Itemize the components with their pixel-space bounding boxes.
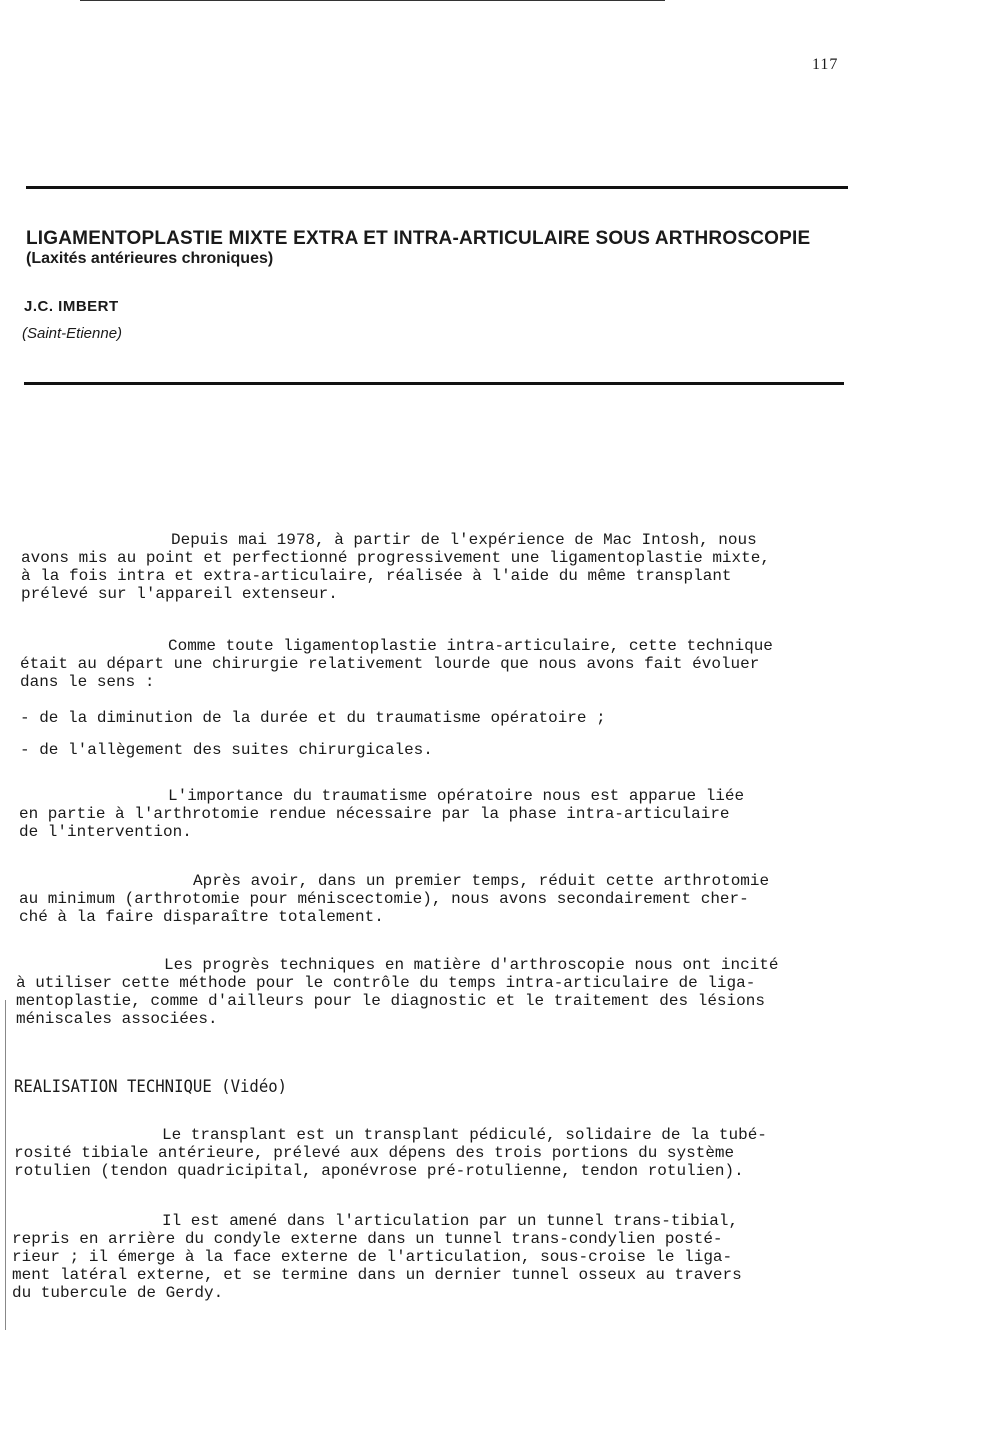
text-line: Le transplant est un transplant pédiculé, solidaire de la tubé- — [162, 1126, 767, 1144]
author-name: J.C. IMBERT — [24, 298, 119, 315]
text-line: mentoplastie, comme d'ailleurs pour le diagnostic et le traitement des lésions — [16, 992, 765, 1010]
text-line: rieur ; il émerge à la face externe de l'articulation, sous-croise le liga- — [12, 1248, 733, 1266]
paragraph-6 — [14, 1126, 767, 1180]
paragraph-7 — [12, 1212, 742, 1302]
text-line: était au départ une chirurgie relativement lourde que nous avons fait évoluer — [20, 655, 760, 673]
text-line: repris en arrière du condyle externe dans un tunnel trans-condylien posté- — [12, 1230, 723, 1248]
text-line: du tubercule de Gerdy. — [12, 1284, 224, 1302]
text-line: L'importance du traumatisme opératoire nous est apparue liée — [168, 787, 745, 805]
text-line: prélevé sur l'appareil extenseur. — [21, 585, 338, 603]
text-line: Il est amené dans l'articulation par un tunnel trans-tibial, — [162, 1212, 739, 1230]
paragraph-1 — [21, 531, 770, 603]
bullet-1 — [20, 709, 606, 727]
page-number: 117 — [812, 56, 839, 73]
text-line: ché à la faire disparaître totalement. — [19, 908, 384, 926]
text-line: à utiliser cette méthode pour le contrôle du temps intra-articulaire de liga- — [16, 974, 756, 992]
paragraph-5 — [16, 956, 779, 1028]
text-line: Depuis mai 1978, à partir de l'expérience de Mac Intosh, nous — [171, 531, 757, 549]
text-line: - de l'allègement des suites chirurgicales. — [20, 741, 433, 759]
text-line: à la fois intra et extra-articulaire, réalisée à l'aide du même transplant — [21, 567, 732, 585]
text-line: de l'intervention. — [19, 823, 192, 841]
paragraph-4 — [19, 872, 769, 926]
text-line: ment latéral externe, et se termine dans un dernier tunnel osseux au travers — [12, 1266, 742, 1284]
author-affiliation: (Saint-Etienne) — [22, 325, 123, 342]
scan-margin-line — [5, 1000, 6, 1330]
text-line: dans le sens : — [20, 673, 155, 691]
paragraph-3 — [19, 787, 744, 841]
text-line: rotulien (tendon quadricipital, aponévrose pré-rotulienne, tendon rotulien). — [14, 1162, 744, 1180]
article-subtitle: (Laxités antérieures chroniques) — [26, 250, 274, 267]
paragraph-2 — [20, 637, 773, 691]
text-line: méniscales associées. — [16, 1010, 218, 1028]
text-line: Comme toute ligamentoplastie intra-articulaire, cette technique — [168, 637, 773, 655]
text-line: au minimum (arthrotomie pour méniscectomie), nous avons secondairement cher- — [19, 890, 749, 908]
text-line: avons mis au point et perfectionné progressivement une ligamentoplastie mixte, — [21, 549, 770, 567]
text-line: Après avoir, dans un premier temps, réduit cette arthrotomie — [193, 872, 770, 890]
section-heading: REALISATION TECHNIQUE (Vidéo) — [14, 1077, 288, 1097]
text-line: - de la diminution de la durée et du traumatisme opératoire ; — [20, 709, 606, 727]
text-line: en partie à l'arthrotomie rendue nécessaire par la phase intra-articulaire — [19, 805, 730, 823]
text-line: rosité tibiale antérieure, prélevé aux dépens des trois portions du système — [14, 1144, 735, 1162]
text-line: Les progrès techniques en matière d'arthroscopie nous ont incité — [164, 956, 779, 974]
bullet-2 — [20, 741, 433, 759]
article-title: LIGAMENTOPLASTIE MIXTE EXTRA ET INTRA-ARTICULAIRE SOUS ARTHROSCOPIE — [26, 228, 811, 249]
